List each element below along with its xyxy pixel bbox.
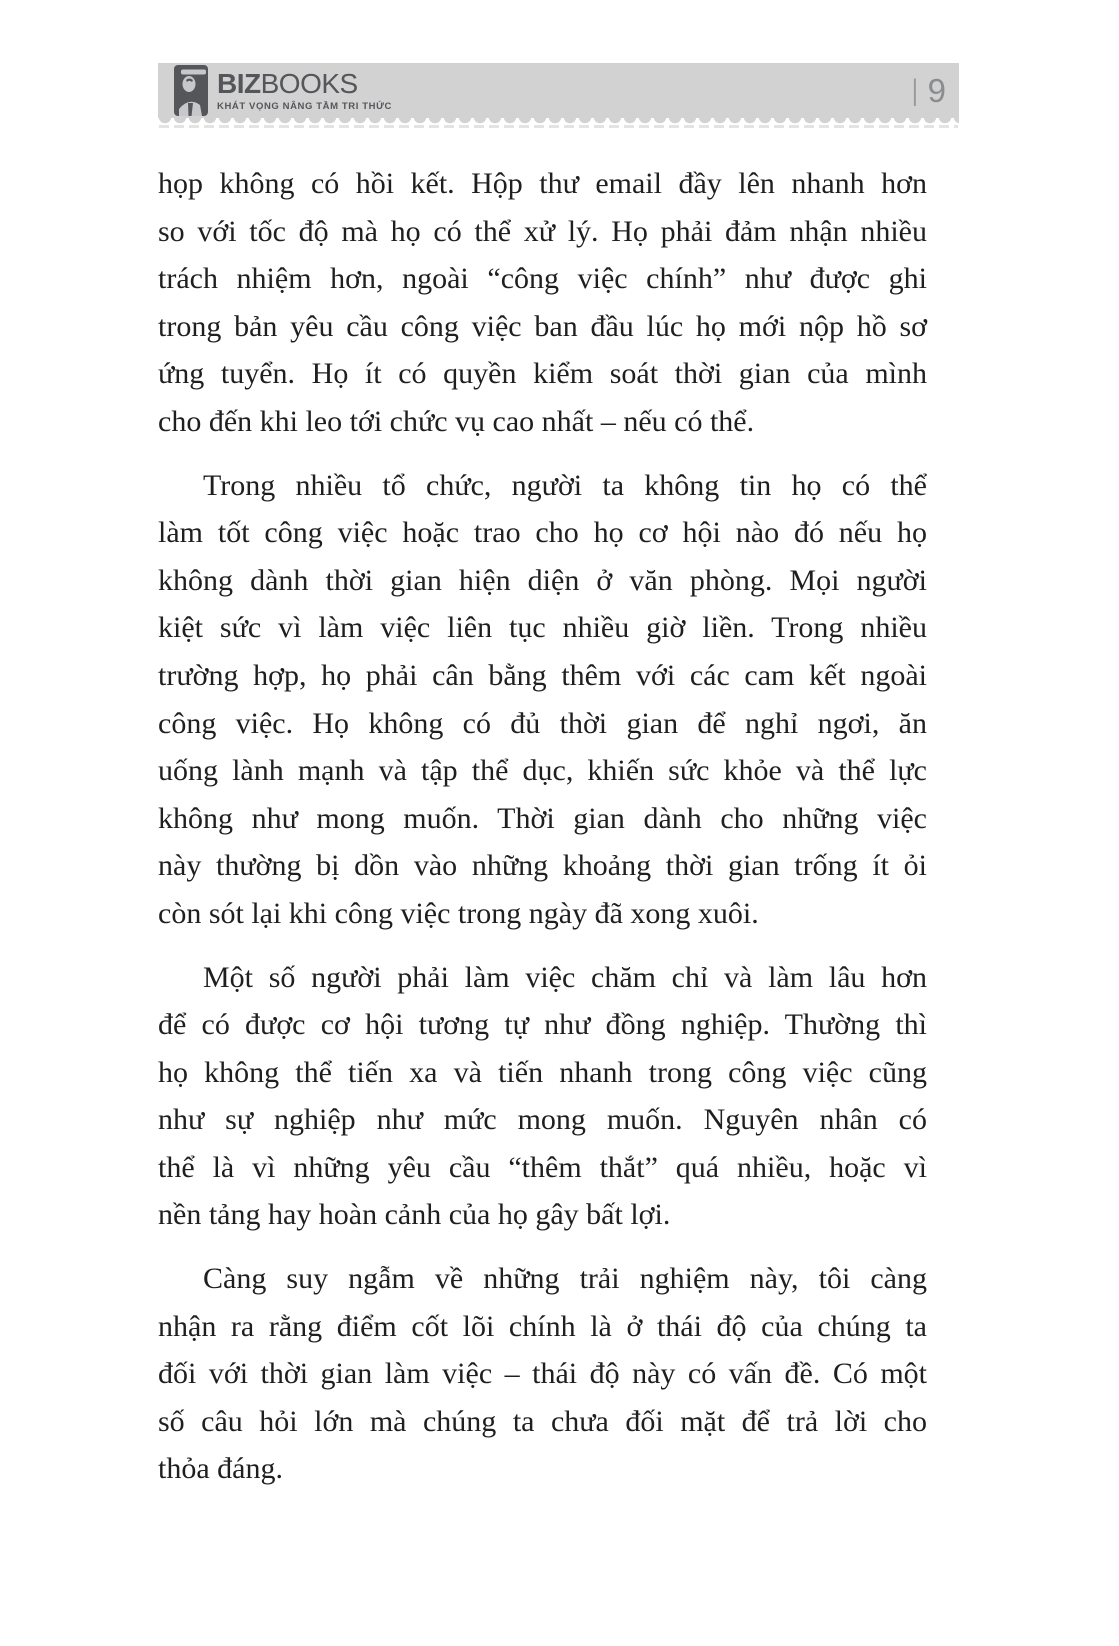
text-line: cho đến khi leo tới chức vụ cao nhất – nếu có thể. [158,404,755,438]
text-line: không dành thời gian hiện diện ở văn phòng. Mọi người [158,563,927,597]
text-line: công việc. Họ không có đủ thời gian để nghỉ ngơi, ăn [158,706,927,740]
page-number-separator: | [911,73,918,107]
text-line: họ không thể tiến xa và tiến nhanh trong công việc cũng [158,1055,927,1089]
text-line: nhận ra rằng điểm cốt lõi chính là ở thái độ của chúng ta [158,1309,927,1343]
text-line: trường hợp, họ phải cân bằng thêm với các cam kết ngoài [158,658,927,692]
text-line: trong bản yêu cầu công việc ban đầu lúc họ mới nộp hồ sơ [158,309,927,343]
body-text [158,160,927,1493]
text-line: này thường bị dồn vào những khoảng thời gian trống ít ỏi [158,849,927,883]
bizbooks-logo-icon [174,65,208,116]
text-line: như sự nghiệp như mức mong muốn. Nguyên nhân có [158,1103,927,1137]
text-line: số câu hỏi lớn mà chúng ta chưa đối mặt để trả lời cho [158,1404,927,1438]
text-line: trách nhiệm hơn, ngoài “công việc chính” như được ghi [158,262,927,296]
text-line: họp không có hồi kết. Hộp thư email đầy lên nhanh hơn [158,167,927,200]
text-line: ứng tuyển. Họ ít có quyền kiểm soát thời gian của mình [158,357,927,391]
paragraph [158,160,927,446]
paragraph [158,1255,927,1493]
bizbooks-logo [158,65,392,116]
page-number [911,72,959,110]
logo-tagline: KHÁT VỌNG NÂNG TẦM TRI THỨC [217,100,393,112]
logo-text [217,67,393,112]
logo-name-regular: BOOKS [260,67,358,99]
text-line: Một số người phải làm việc chăm chỉ và làm lâu hơn [203,960,927,994]
page-header [158,63,959,118]
text-line: làm tốt công việc hoặc trao cho họ cơ hội nào đó nếu họ [158,516,927,550]
logo-name-bold: BIZ [217,67,261,99]
text-line: Càng suy ngẫm về những trải nghiệm này, tôi càng [203,1262,927,1296]
logo-name [217,67,392,99]
text-line: so với tốc độ mà họ có thể xử lý. Họ phải đảm nhận nhiều [158,214,927,248]
page-number-value: 9 [927,71,947,109]
text-line: còn sót lại khi công việc trong ngày đã xong xuôi. [158,896,759,930]
text-line: kiệt sức vì làm việc liên tục nhiều giờ liền. Trong nhiều [158,611,927,645]
text-line: để có được cơ hội tương tự như đồng nghiệp. Thường thì [158,1008,927,1042]
paragraph [158,462,927,938]
paragraph [158,954,927,1240]
text-line: thể là vì những yêu cầu “thêm thắt” quá nhiều, hoặc vì [158,1150,927,1184]
text-line: uống lành mạnh và tập thể dục, khiến sức khỏe và thể lực [158,754,927,788]
text-line: không như mong muốn. Thời gian dành cho những việc [158,801,927,835]
text-line: đối với thời gian làm việc – thái độ này có vấn đề. Có một [158,1357,927,1391]
text-line: nền tảng hay hoàn cảnh của họ gây bất lợi. [158,1198,671,1232]
text-line: Trong nhiều tổ chức, người ta không tin họ có thể [203,468,927,502]
text-line: thỏa đáng. [158,1452,283,1486]
